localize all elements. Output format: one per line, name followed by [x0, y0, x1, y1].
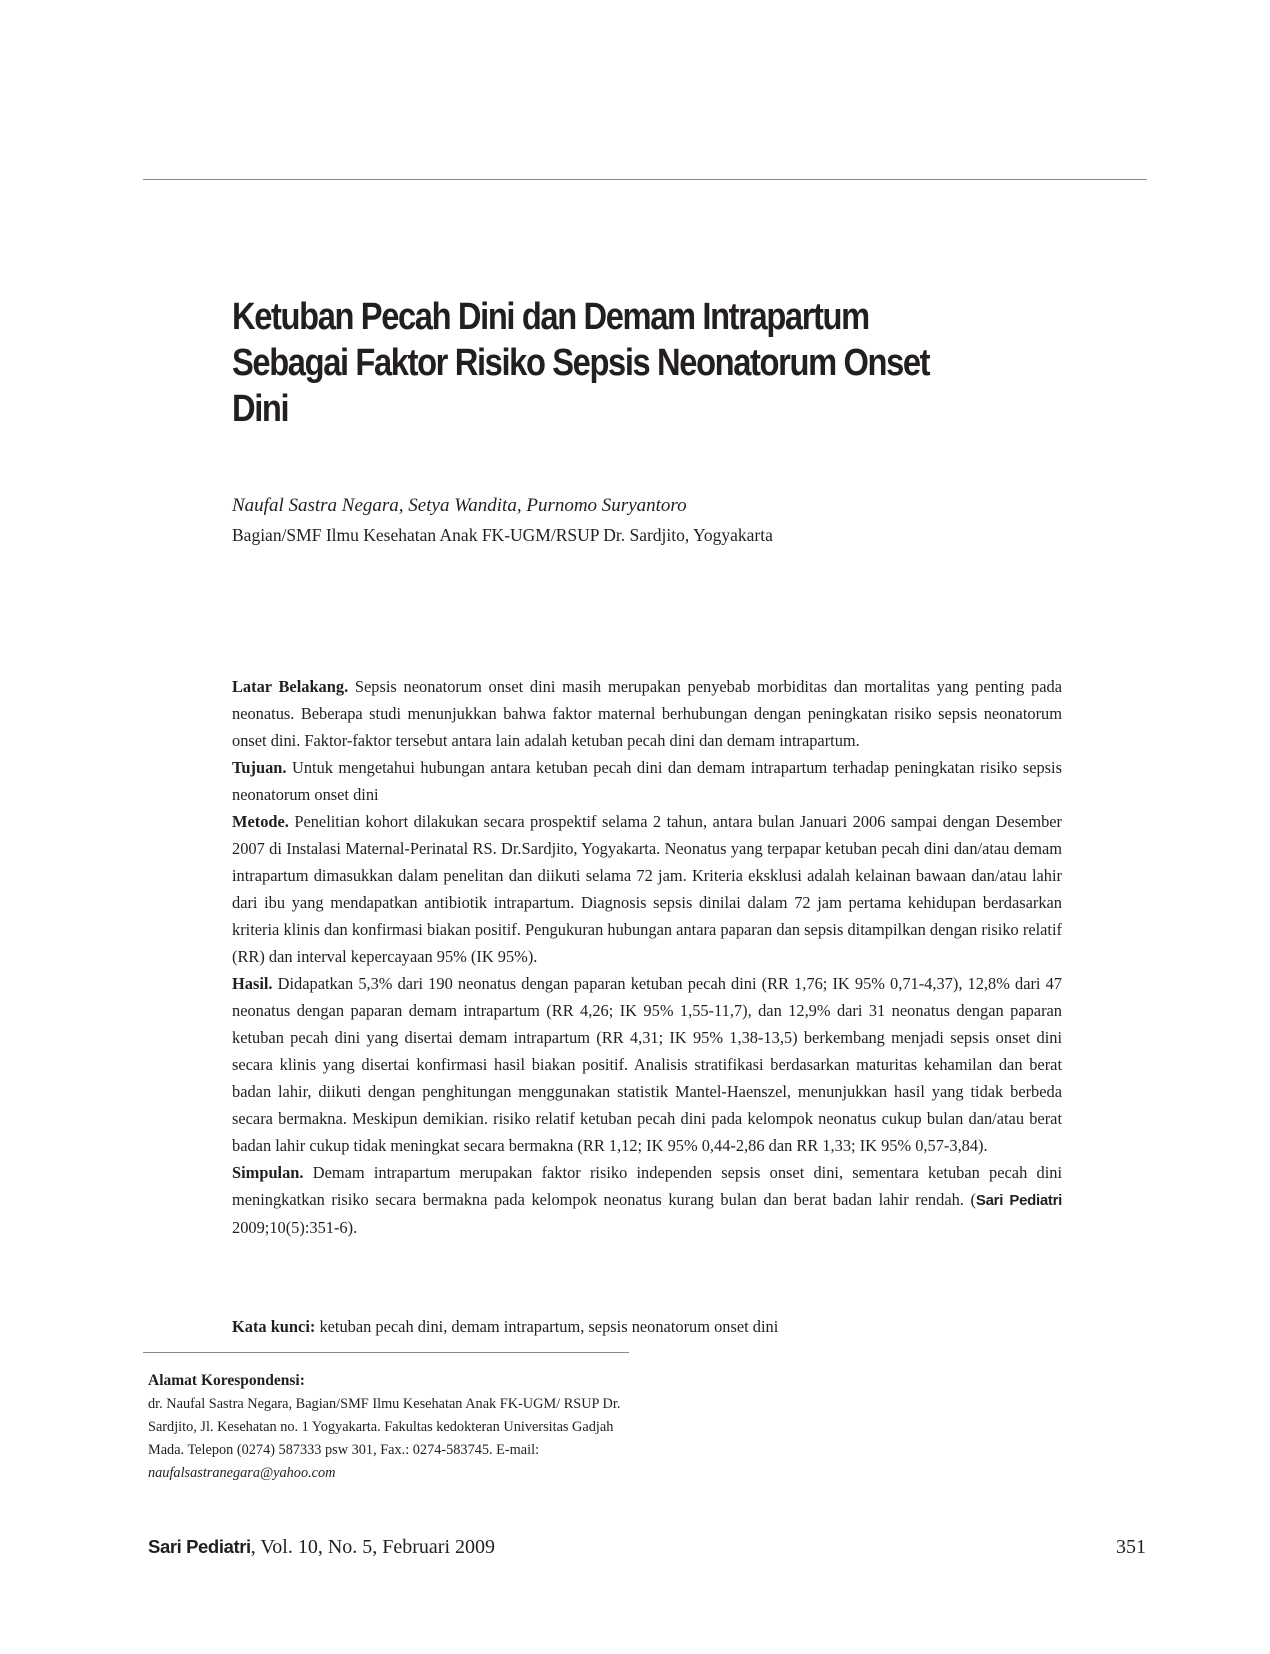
article-title: [232, 294, 972, 432]
keywords-label: Kata kunci:: [232, 1317, 316, 1336]
keywords-text: ketuban pecah dini, demam intrapartum, sepsis neonatorum onset dini: [315, 1317, 779, 1336]
correspondence-title: Alamat Korespondensi:: [148, 1372, 305, 1389]
title-line-2: Sebagai Faktor Risiko Sepsis Neonatorum Onset: [232, 342, 930, 384]
citation-journal-name: Sari Pediatri: [975, 1192, 1062, 1209]
keywords: [232, 1315, 778, 1339]
conclusion-label: Simpulan.: [232, 1163, 304, 1182]
abstract-results: [232, 970, 1062, 1159]
correspondence-block: [148, 1369, 626, 1485]
header-rule: [143, 179, 1147, 180]
results-text: Didapatkan 5,3% dari 190 neonatus dengan paparan ketuban pecah dini (RR 1,76; IK 95% 0,71-4,37), 12,8% dari 47 neonatus dengan paparan demam intrapartum (RR 4,26; IK 95% 1,55-11,7), dan 12,9% dari 31 neonatus dengan paparan ketuban pecah dini yang disertai demam intrapartum (RR 4,31; IK 95% 1,38-13,5) berkembang menjadi sepsis onset dini secara klinis yang disertai konfirmasi hasil biakan positif. Analisis stratifikasi berdasarkan maturitas kehamilan dan berat badan lahir, diikuti dengan penghitungan menggunakan statistik Mantel-Haenszel, menunjukkan hasil yang tidak berbeda secara bermakna. Meskipun demikian. risiko relatif ketuban pecah dini pada kelompok neonatus cukup bulan dan/atau berat badan lahir cukup tidak meningkat secara bermakna (RR 1,12; IK 95% 0,44-2,86 dan RR 1,33; IK 95% 0,57-3,84).: [232, 974, 1062, 1155]
abstract-objective: [232, 754, 1062, 808]
page-footer: [148, 1532, 1146, 1562]
abstract: [232, 673, 1062, 1241]
citation-reference: 2009;10(5):351-6).: [232, 1218, 358, 1237]
objective-label: Tujuan.: [232, 758, 287, 777]
correspondence-email: naufalsastranegara@yahoo.com: [148, 1465, 336, 1481]
results-label: Hasil.: [232, 974, 273, 993]
title-line-1: Ketuban Pecah Dini dan Demam Intrapartum: [232, 296, 869, 338]
methods-label: Metode.: [232, 812, 289, 831]
author-affiliation: Bagian/SMF Ilmu Kesehatan Anak FK-UGM/RSUP Dr. Sardjito, Yogyakarta: [232, 525, 773, 545]
footer-issue: , Vol. 10, No. 5, Februari 2009: [250, 1536, 496, 1558]
abstract-background: [232, 673, 1062, 754]
abstract-conclusion: [232, 1159, 1062, 1241]
methods-text: Penelitian kohort dilakukan secara prospektif selama 2 tahun, antara bulan Januari 2006 sampai dengan Desember 2007 di Instalasi Maternal-Perinatal RS. Dr.Sardjito, Yogyakarta. Neonatus yang terpapar ketuban pecah dini dan/atau demam intrapartum dimasukkan dalam penelitan dan diikuti selama 72 jam. Kriteria eksklusi adalah kelainan bawaan dan/atau lahir dari ibu yang mendapatkan antibiotik intrapartum. Diagnosis sepsis dinilai dalam 72 jam pertama kehidupan berdasarkan kriteria klinis dan konfirmasi biakan positif. Pengukuran hubungan antara paparan dan sepsis ditampilkan dengan risiko relatif (RR) dan interval kepercayaan 95% (IK 95%).: [232, 812, 1062, 966]
title-line-3: Dini: [232, 388, 289, 430]
background-text: Sepsis neonatorum onset dini masih merupakan penyebab morbiditas dan mortalitas yang penting pada neonatus. Beberapa studi menunjukkan bahwa faktor maternal berhubungan dengan peningkatan risiko sepsis neonatorum onset dini. Faktor-faktor tersebut antara lain adalah ketuban pecah dini dan demam intrapartum.: [232, 677, 1062, 750]
footer-journal-name: Sari Pediatri: [148, 1536, 251, 1557]
page-number: 351: [1116, 1536, 1146, 1558]
conclusion-text: Demam intrapartum merupakan faktor risiko independen sepsis onset dini, sementara ketuban pecah dini meningkatkan risiko secara bermakna pada kelompok neonatus kurang bulan dan berat badan lahir rendah. (: [232, 1163, 1062, 1209]
author-list: Naufal Sastra Negara, Setya Wandita, Purnomo Suryantoro: [232, 495, 687, 516]
footnote-rule: [143, 1352, 629, 1353]
background-label: Latar Belakang.: [232, 677, 349, 696]
correspondence-address: [148, 1393, 626, 1485]
correspondence-text: dr. Naufal Sastra Negara, Bagian/SMF Ilmu Kesehatan Anak FK-UGM/ RSUP Dr. Sardjito, Jl. Kesehatan no. 1 Yogyakarta. Fakultas kedokteran Universitas Gadjah Mada. Telepon (0274) 587333 psw 301, Fax.: 0274-583745. E-mail:: [148, 1396, 621, 1458]
objective-text: Untuk mengetahui hubungan antara ketuban pecah dini dan demam intrapartum terhadap peningkatan risiko sepsis neonatorum onset dini: [232, 758, 1062, 804]
abstract-methods: [232, 808, 1062, 970]
